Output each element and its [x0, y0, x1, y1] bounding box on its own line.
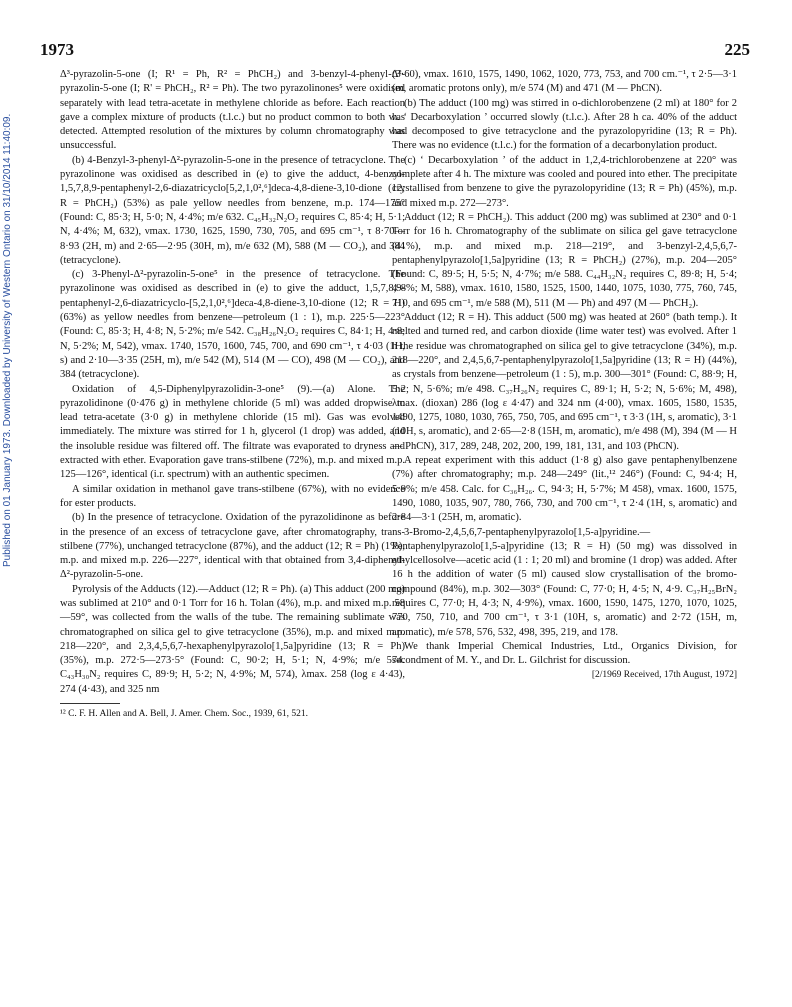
- paragraph: A similar oxidation in methanol gave trans-stilbene (67%), with no evidence for ester products.: [60, 483, 405, 509]
- paragraph: (3·60), νmax. 1610, 1575, 1490, 1062, 1020, 773, 753, and 700 cm.⁻¹, τ 2·5—3·1 (m, aromatic protons only), m/e 574 (M) and 471 (M — PhCN).: [392, 69, 737, 95]
- paragraph: (b) The adduct (100 mg) was stirred in o-dichlorobenzene (2 ml) at 180° for 2 h. ‘ Decarboxylation ’ occurred slowly (t.l.c.). After 28 h ca. 40% of the adduct had decomposed to give tetracyclone and the pyrazolopyridine (13; R = Ph). There was no evidence (t.l.c.) for the formation of a decarbonylation product.: [392, 97, 737, 152]
- journal-year: 1973: [40, 40, 74, 59]
- paragraph: Δ³-pyrazolin-5-one (I; R¹ = Ph, R² = PhCH₂) and 3-benzyl-4-phenyl-Δ²-pyrazolin-5-one (I; R' = PhCH₂, R² = Ph). The two pyrazolinones⁵ were oxidised separately with lead tetra-acetate in methylene chloride as before. Each reaction gave a complex mixture of products (t.l.c.) but no product common to both was detected. Attempted resolution of the mixtures by column chromatography was unsuccessful.: [60, 69, 405, 152]
- footnote: ¹² C. F. H. Allen and A. Bell, J. Amer. Chem. Soc., 1939, 61, 521.: [60, 709, 308, 720]
- paragraph: Adduct (12; R = H). This adduct (500 mg) was heated at 260° (bath temp.). It melted and turned red, and carbon dioxide (lime water test) was evolved. After 1 h the residue was chromatographed on silica gel to give tetracyclone (34%), m.p. 218—220°, and 2,4,5,6,7-pentaphenylpyrazolo[1,5a]pyridine (13; R = H) (44%), as crystals from benzene—petroleum (1 : 5), m.p. 300—301° (Found: C, 88·9; H, 5·2; N, 5·6%; m/e 498. C₃₇H₂₆N₂ requires C, 89·1; H, 5·2; N, 5·6%; M, 498), λmax. (dioxan) 286 (log ε 4·47) and 324 nm (4·00), νmax. 1605, 1580, 1535, 1490, 1275, 1080, 1030, 765, 750, 705, and 695 cm⁻¹, τ 3·3 (1H, s, aromatic), 3·1 (10H, s, aromatic), and 2·65—2·8 (15H, m, aromatic), m/e 498 (M), 394 (M — H — PhCN), 317, 289, 248, 202, 200, 199, 181, 131, and 103 (PhCN).: [392, 312, 737, 452]
- paragraph: Adduct (12; R = PhCH₂). This adduct (200 mg) was sublimed at 230° and 0·1 Torr for 16 h. Chromatography of the sublimate on silica gel gave tetracyclone (41%), m.p. and mixed m.p. 218—219°, and 3-benzyl-2,4,5,6,7-pentaphenylpyrazolo[1,5a]pyridine (13; R = PhCH₂) (27%), m.p. 204—205° (Found: C, 89·5; H, 5·5; N, 4·7%; m/e 588. C₄₄H₃₂N₂ requires C, 89·8; H, 5·4; 4·8%; M, 588), νmax. 1610, 1580, 1525, 1500, 1440, 1075, 1030, 775, 760, 745, 710, and 695 cm⁻¹, m/e 588 (M), 511 (M — Ph) and 497 (M — PhCH₂).: [392, 211, 737, 309]
- page-number: 225: [724, 40, 750, 59]
- left-column: [60, 68, 405, 720]
- received-date: [2/1969 Received, 17th August, 1972]: [591, 670, 737, 681]
- paragraph: Pyrolysis of the Adducts (12).—Adduct (12; R = Ph). (a) This adduct (200 mg) was sublimed at 210° and 0·1 Torr for 16 h. Tolan (4%), m.p. and mixed m.p. 58—59°, was collected from the walls of the tube. The remaining sublimate was chromatographed on silica gel to give tetracyclone (35%), m.p. and mixed m.p. 218—220°, and 2,3,4,5,6,7-hexaphenylpyrazolo[1,5a]pyridine (13; R = Ph) (35%), m.p. 272·5—273·5° (Found: C, 90·2; H, 5·1; N, 4·9%; m/e 574. C₄₃H₃₀N₂ requires C, 89·9; H, 5·2; N, 4·9%; M, 574), λmax. 258 (log ε 4·43), 274 (4·43), and 325 nm: [60, 583, 405, 695]
- paragraph: (c) 3-Phenyl-Δ²-pyrazolin-5-one⁵ in the presence of tetracyclone. The pyrazolinone was oxidised as described in (e) to give the adduct, 1,5,7,8,9-pentaphenyl-2,6-diazatricyclo-[5,2,1,0²,⁶]deca-4,8-diene-3,10-dione (12; R = H) (63%) as yellow needles from benzene—petroleum (1 : 1), m.p. 225·5—223° (Found: C, 85·3; H, 4·8; N, 5·2%; m/e 542. C₃₈H₂₆N₂O₂ requires C, 84·1; H, 4·8; N, 5·2%; M, 542), νmax. 1740, 1570, 1600, 745, 700, and 690 cm⁻¹, τ 4·03 (1H, s) and 2·10—3·35 (25H, m), m/e 542 (M), 514 (M — CO), 498 (M — CO₂), and 384 (tetracyclone).: [60, 269, 405, 381]
- paragraph: A repeat experiment with this adduct (1·8 g) also gave pentaphenylbenzene (7%) after chromatography; m.p. 248—249° (lit.,¹² 246°) (Found: C, 94·4; H, 5·9%; m/e 458. Calc. for C₃₆H₂₆. C, 94·3; H, 5·7%; M 458), νmax. 1600, 1575, 1490, 1080, 1035, 907, 780, 766, 730, and 700 cm⁻¹, τ 2·4 (1H, s, aromatic) and 2·84—3·1 (25H, m, aromatic).: [392, 455, 737, 524]
- right-column: [392, 68, 737, 683]
- acknowledgement: We thank Imperial Chemical Industries, Ltd., Organics Division, for secondment of M. Y., and Dr. L. Gilchrist for discussion.: [392, 640, 737, 667]
- paragraph: 3-Bromo-2,4,5,6,7-pentaphenylpyrazolo[1,5-a]pyridine.—Pentaphenylpyrazolo[1,5-a]pyridine (13; R = H) (50 mg) was dissolved in ethylcellosolve—acetic acid (1 : 1; 20 ml) and bromine (1 drop) was added. After 16 h the addition of water (5 ml) caused slow crystallisation of the bromo-compound (84%), m.p. 302—303° (Found: C, 77·0; H, 4·5; N, 4·9. C₃₇H₂₅BrN₂ requires C, 77·0; H, 4·3; N, 4·9%), νmax. 1600, 1590, 1475, 1270, 1070, 1025, 770, 750, 710, and 700 cm⁻¹, τ 3·1 (10H, s, aromatic) and 2·72 (15H, m, aromatic), m/e 578, 576, 532, 498, 395, 219, and 178.: [392, 526, 737, 638]
- paragraph: (c) ‘ Decarboxylation ’ of the adduct in 1,2,4-trichlorobenzene at 220° was complete after 4 h. The mixture was cooled and poured into ether. The precipitate crystallised from benzene to give the pyrazolopyridine (13; R = Ph) (45%), m.p. and mixed m.p. 272—273°.: [392, 154, 737, 209]
- download-watermark: Published on 01 January 1973. Downloaded by University of Western Ontario on 31/10/2014 11:40:09.: [2, 113, 13, 567]
- paragraph: Oxidation of 4,5-Diphenylpyrazolidin-3-one⁵ (9).—(a) Alone. The pyrazolidinone (0·476 g) in methylene chloride (5 ml) was added dropwise to lead tetra-acetate (3·0 g) in methylene chloride (15 ml). Gas was evolved immediately. The mixture was stirred for 1 h, glycerol (1 drop) was added, and the insoluble residue was filtered off. The filtrate was evaporated to dryness and extracted with ether. Evaporation gave trans-stilbene (72%), m.p. and mixed m.p. 125—126°, identical (i.r. spectrum) with an authentic specimen.: [60, 383, 405, 481]
- paragraph: (b) In the presence of tetracyclone. Oxidation of the pyrazolidinone as before in the presence of an excess of tetracyclone gave, after chromatography, trans-stilbene (77%), unchanged tetracyclone (87%), and the adduct (12; R = Ph) (1%), m.p. and mixed m.p. 226—227°, identical with that obtained from 3,4-diphenyl-Δ²-pyrazolin-5-one.: [60, 512, 405, 581]
- paragraph: (b) 4-Benzyl-3-phenyl-Δ²-pyrazolin-5-one in the presence of tetracyclone. The pyrazolinone was oxidised as described in (e) to give the adduct, 4-benzyl-1,5,7,8,9-pentaphenyl-2,6-diazatricyclo[5,2,1,0²,⁶]deca-4,8-diene-3,10-dione (12; R = PhCH₂) (53%) as pale yellow needles from benzene, m.p. 174—175° (Found: C, 85·3; H, 5·0; N, 4·4%; m/e 632. C₄₅H₃₂N₂O₂ requires C, 85·4; H, 5·1; N, 4·4%; M, 632), νmax. 1730, 1625, 1590, 730, 705, and 695 cm⁻¹, τ 8·70—8·93 (2H, m) and 2·65—2·95 (30H, m), m/e 632 (M), 588 (M — CO₂), and 384 (tetracyclone).: [60, 154, 405, 266]
